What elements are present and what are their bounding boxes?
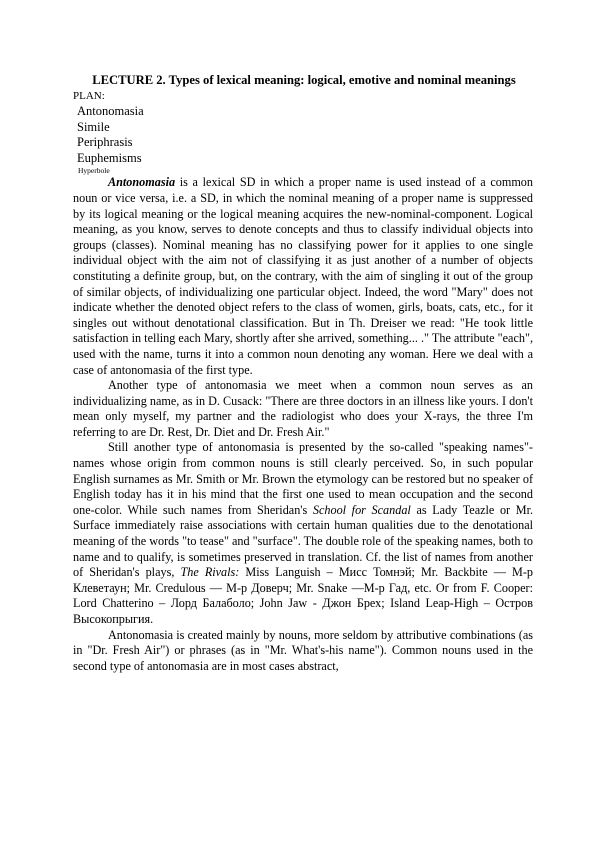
paragraph-definition [73, 175, 533, 378]
document-page [73, 72, 533, 674]
term-antonomasia: Antonomasia [108, 175, 176, 190]
plan-item: Simile [77, 119, 110, 134]
paragraph-speaking-names [73, 440, 533, 627]
text-segment: as Lady Teazle or Mr. Surface immediately raise associations with certain human qualities due to the denotational meaning of the words "to tease" and "surface". The double role of the speaking names, both to name and to qualify, is sometimes preserved in translation. Cf. the list of names from another of Sheridan's plays, [73, 502, 533, 580]
plan-list [77, 104, 533, 175]
work-title: The Rivals: [180, 565, 240, 580]
work-title: School for Scandal [312, 502, 411, 517]
page-title: LECTURE 2. Types of lexical meaning: logical, emotive and nominal meanings [92, 73, 516, 87]
plan-item: Euphemisms [77, 150, 142, 165]
plan-item: Antonomasia [77, 104, 144, 118]
plan-item-small: Hyperbole [78, 166, 110, 176]
paragraph-second-type: Another type of antonomasia we meet when a common noun serves as an individualizing name, as in D. Cusack: "There are three doctors in an illness like yours. I don't mean only myself, my partner and the radiologist who does your X-rays, the three I'm referring to are Dr. Rest, Dr. Diet and Dr. Fresh Air." [73, 378, 533, 439]
plan-item: Periphrasis [77, 135, 133, 150]
plan-label: PLAN: [73, 90, 105, 102]
paragraph-creation: Antonomasia is created mainly by nouns, more seldom by attributive combinations (as in "Dr. Fresh Air") or phrases (as in "Mr. What's-his name"). Common nouns used in the second type of antonomasia are in most cases abstract, [73, 627, 533, 673]
paragraph-definition-text: is a lexical SD in which a proper name is used instead of a common noun or vice versa, i.e. a SD, in which the nominal meaning of a proper name is suppressed by its logical meaning or the logical meaning acquires the new-nominal-component. Logical meaning, as you know, serves to denote concepts and thus to classify individual objects into groups (classes). Nominal meaning has no classifying power for it applies to one single individual object with the aim not of classifying it as just another of a number of objects constituting a definite group, but, on the contrary, with the aim of singling it out of the group of similar objects, of individualizing one particular object. Indeed, the word "Mary" does not indicate whether the denoted object refers to the class of women, girls, boats, cats, etc., for it singles out without denotational classification. But in Th. Dreiser we read: "He took little satisfaction in telling each Mary, shortly after she arrived, something... ." The attribute "each", used with the name, turns it into a common noun denoting any woman. Here we deal with a case of antonomasia of the first type. [73, 175, 533, 377]
text-segment: Still another type of antonomasia is presented by the so-called "speaking names"-names whose origin from common nouns is still clearly perceived. So, in such popular English surnames as Mr. Smith or Mr. Brown the etymology can be restored but no speaker of English today has it in his mind that the first one used to mean occupation and the second one-color. While such names from Sheridan's [73, 440, 533, 517]
text-segment: Miss Languish – Мисс Томнэй; Mr. Backbite — М-р Клеветаун; Mr. Credulous — М-р Доверч; Mr. Snake —М-р Гад, etc. Or from F. Cooper: Lord Chatterino – Лорд Балаболо; John Jaw - Джон Брех; Island Leap-High – Остров Высокопрыгия. [73, 565, 533, 626]
